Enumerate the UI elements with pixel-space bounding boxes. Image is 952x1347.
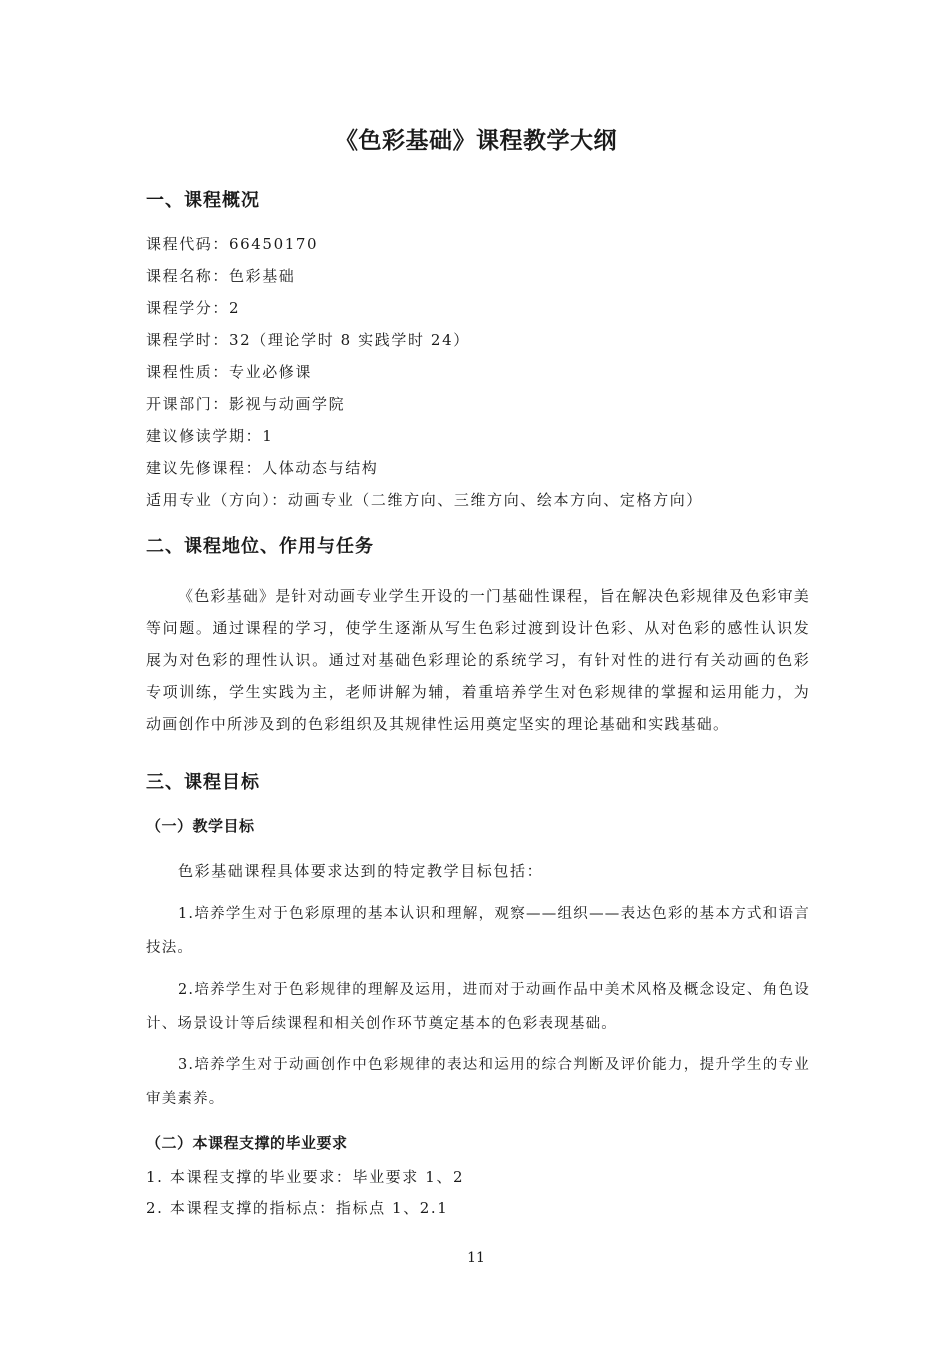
info-course-name: 课程名称：色彩基础 — [146, 267, 296, 285]
page-number: 11 — [467, 1250, 485, 1266]
info-course-credits: 课程学分：2 — [146, 299, 241, 317]
document-title: 《色彩基础》课程教学大纲 — [335, 127, 617, 154]
subsection-heading-teaching-goals: （一）教学目标 — [146, 817, 255, 835]
subsection-heading-graduation-requirements: （二）本课程支撑的毕业要求 — [146, 1134, 348, 1152]
info-course-nature: 课程性质：专业必修课 — [146, 363, 313, 381]
info-prerequisite: 建议先修课程：人体动态与结构 — [146, 459, 379, 477]
info-semester: 建议修读学期：1 — [146, 427, 274, 445]
teaching-goal-1: 1.培养学生对于色彩原理的基本认识和理解，观察——组织——表达色彩的基本方式和语言技法。 — [146, 906, 810, 956]
section-heading-position: 二、课程地位、作用与任务 — [146, 536, 374, 557]
teaching-goal-2: 2.培养学生对于色彩规律的理解及运用，进而对于动画作品中美术风格及概念设定、角色设计、场景设计等后续课程和相关创作环节奠定基本的色彩表现基础。 — [146, 982, 810, 1032]
teaching-goal-3: 3.培养学生对于动画创作中色彩规律的表达和运用的综合判断及评价能力，提升学生的专业审美素养。 — [146, 1057, 810, 1107]
indicator-point-item: 2. 本课程支撑的指标点：指标点 1、2.1 — [146, 1199, 449, 1217]
info-course-hours: 课程学时：32（理论学时 8 实践学时 24） — [146, 331, 470, 349]
info-course-code: 课程代码：66450170 — [146, 235, 319, 253]
teaching-goals-intro: 色彩基础课程具体要求达到的特定教学目标包括： — [178, 862, 544, 880]
section-heading-overview: 一、课程概况 — [146, 190, 260, 211]
info-department: 开课部门：影视与动画学院 — [146, 395, 346, 413]
section-heading-objectives: 三、课程目标 — [146, 772, 260, 793]
graduation-requirement-item: 1. 本课程支撑的毕业要求：毕业要求 1、2 — [146, 1168, 465, 1186]
info-applicable-major: 适用专业（方向）：动画专业（二维方向、三维方向、绘本方向、定格方向） — [146, 491, 703, 509]
position-paragraph: 《色彩基础》是针对动画专业学生开设的一门基础性课程，旨在解决色彩规律及色彩审美等问题。通过课程的学习，使学生逐渐从写生色彩过渡到设计色彩、从对色彩的感性认识发展为对色彩的理性认识。通过对基础色彩理论的系统学习，有针对性的进行有关动画的色彩专项训练，学生实践为主，老师讲解为辅，着重培养学生对色彩规律的掌握和运用能力，为动画创作中所涉及到的色彩组织及其规律性运用奠定坚实的理论基础和实践基础。 — [146, 587, 810, 733]
